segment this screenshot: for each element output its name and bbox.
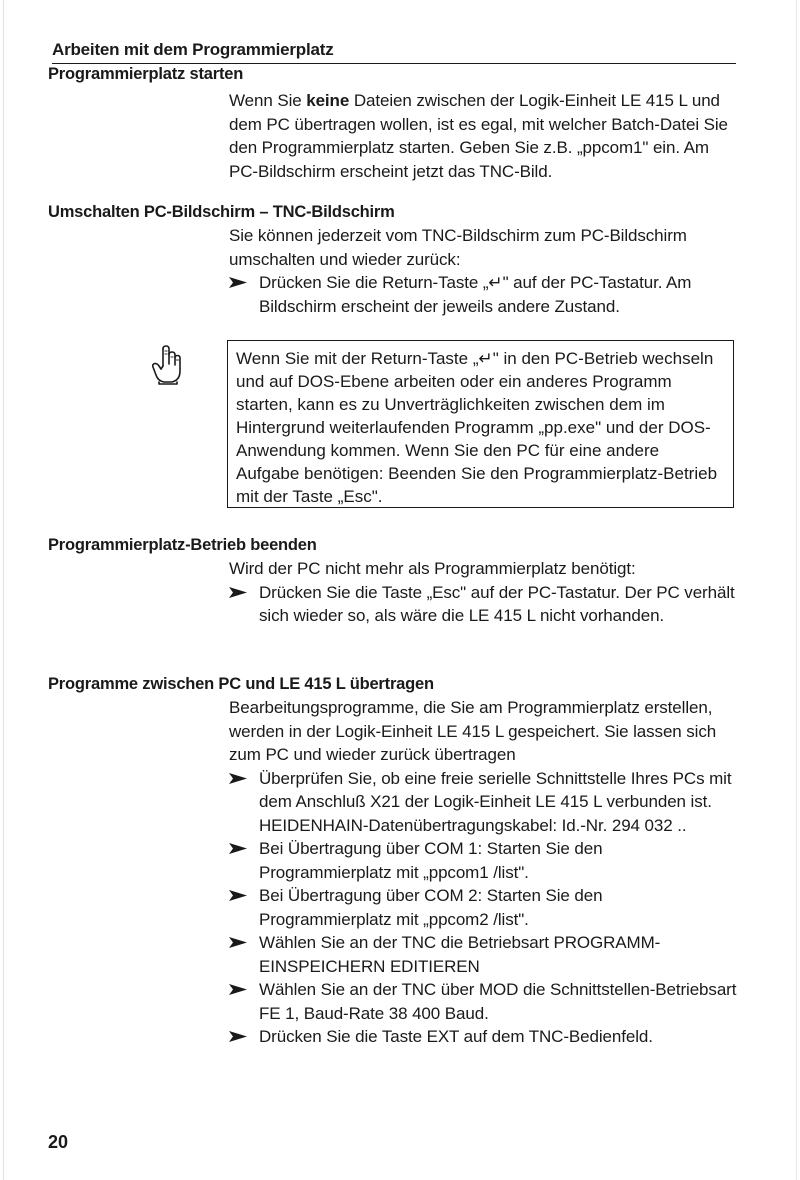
quit-bullet	[229, 581, 739, 628]
transfer-bullet-text: Bei Übertragung über COM 2: Starten Sie den Programmierplatz mit „ppcom2 /list".	[259, 886, 603, 929]
transfer-bullet	[229, 931, 739, 978]
transfer-bullet-text: Wählen Sie an der TNC über MOD die Schnittstellen-Betriebsart FE 1, Baud-Rate 38 400 Baud.	[259, 980, 737, 1023]
section-body-start	[229, 89, 739, 183]
switch-bullet-text: Drücken Sie die Return-Taste „↵" auf der PC-Tastatur. Am Bildschirm erscheint der jeweils andere Zustand.	[259, 273, 692, 316]
section-body-switch	[229, 224, 739, 318]
note-box	[227, 340, 734, 508]
transfer-bullet	[229, 978, 739, 1025]
start-paragraph	[229, 89, 739, 183]
section-heading-quit: Programmierplatz-Betrieb beenden	[48, 536, 317, 554]
transfer-bullet	[229, 884, 739, 931]
transfer-intro: Bearbeitungsprogramme, die Sie am Programmierplatz erstellen, werden in der Logik-Einheit LE 415 L gespeichert. Sie lassen sich zum PC und wieder zurück übertragen	[229, 698, 717, 764]
arrow-bullet-icon	[229, 1031, 247, 1042]
transfer-bullet-text: Wählen Sie an der TNC die Betriebsart PROGRAMM-EINSPEICHERN EDITIEREN	[259, 933, 661, 976]
transfer-bullet-text: Bei Übertragung über COM 1: Starten Sie den Programmierplatz mit „ppcom1 /list".	[259, 839, 603, 882]
transfer-bullet-text: Überprüfen Sie, ob eine freie serielle Schnittstelle Ihres PCs mit dem Anschluß X21 der Logik-Einheit LE 415 L verbunden ist. HEIDENHAIN-Datenübertragungskabel: Id.-Nr. 294 032 ..	[259, 768, 732, 835]
start-text-suffix: Dateien zwischen der Logik-Einheit LE 415 L und dem PC übertragen wollen, ist es egal, mit welcher Batch-Datei Sie den Programmierplatz starten. Geben Sie z.B. „ppcom1" ein. Am PC-Bildschirm erscheint jetzt das TNC-Bild.	[229, 91, 728, 181]
page-number: 20	[48, 1132, 69, 1152]
transfer-bullet	[229, 767, 739, 838]
switch-intro: Sie können jederzeit vom TNC-Bildschirm zum PC-Bildschirm umschalten und wieder zurück:	[229, 226, 687, 269]
arrow-bullet-icon	[229, 937, 247, 948]
transfer-bullet-text: Drücken Sie die Taste EXT auf dem TNC-Bedienfeld.	[259, 1027, 653, 1046]
transfer-bullet	[229, 837, 739, 884]
note-text: Wenn Sie mit der Return-Taste „↵" in den PC-Betrieb wechseln und auf DOS-Ebene arbeiten oder ein anderes Programm starten, kann es zu Unverträglichkeiten zwischen dem im Hintergrund weiterlaufenden Programm „pp.exe" und der DOS-Anwendung kommen. Wenn Sie den PC für eine andere Aufgabe benötigen: Beenden Sie den Programmierplatz-Betrieb mit der Taste „Esc".	[236, 349, 718, 506]
transfer-bullet	[229, 1025, 739, 1049]
quit-intro: Wird der PC nicht mehr als Programmierplatz benötigt:	[229, 559, 636, 578]
chapter-title: Arbeiten mit dem Programmierplatz	[52, 40, 334, 59]
left-scan-edge	[3, 0, 4, 1180]
arrow-bullet-icon	[229, 984, 247, 995]
hand-pointing-note-icon	[150, 345, 184, 385]
switch-bullet	[229, 271, 739, 318]
arrow-bullet-icon	[229, 277, 247, 288]
start-text-prefix: Wenn Sie	[229, 91, 307, 110]
right-scan-edge	[796, 0, 797, 1180]
start-text-bold: keine	[306, 91, 350, 110]
arrow-bullet-icon	[229, 773, 247, 784]
arrow-bullet-icon	[229, 843, 247, 854]
quit-bullet-text: Drücken Sie die Taste „Esc" auf der PC-Tastatur. Der PC verhält sich wieder so, als wäre die LE 415 L nicht vorhanden.	[259, 582, 735, 625]
section-body-quit	[229, 557, 739, 628]
section-body-transfer	[229, 696, 739, 1049]
section-heading-start: Programmierplatz starten	[48, 65, 244, 83]
arrow-bullet-icon	[229, 890, 247, 901]
arrow-bullet-icon	[229, 587, 247, 598]
chapter-rule	[52, 63, 736, 64]
section-heading-transfer: Programme zwischen PC und LE 415 L übertragen	[48, 675, 434, 693]
section-heading-switch: Umschalten PC-Bildschirm – TNC-Bildschirm	[48, 203, 395, 221]
